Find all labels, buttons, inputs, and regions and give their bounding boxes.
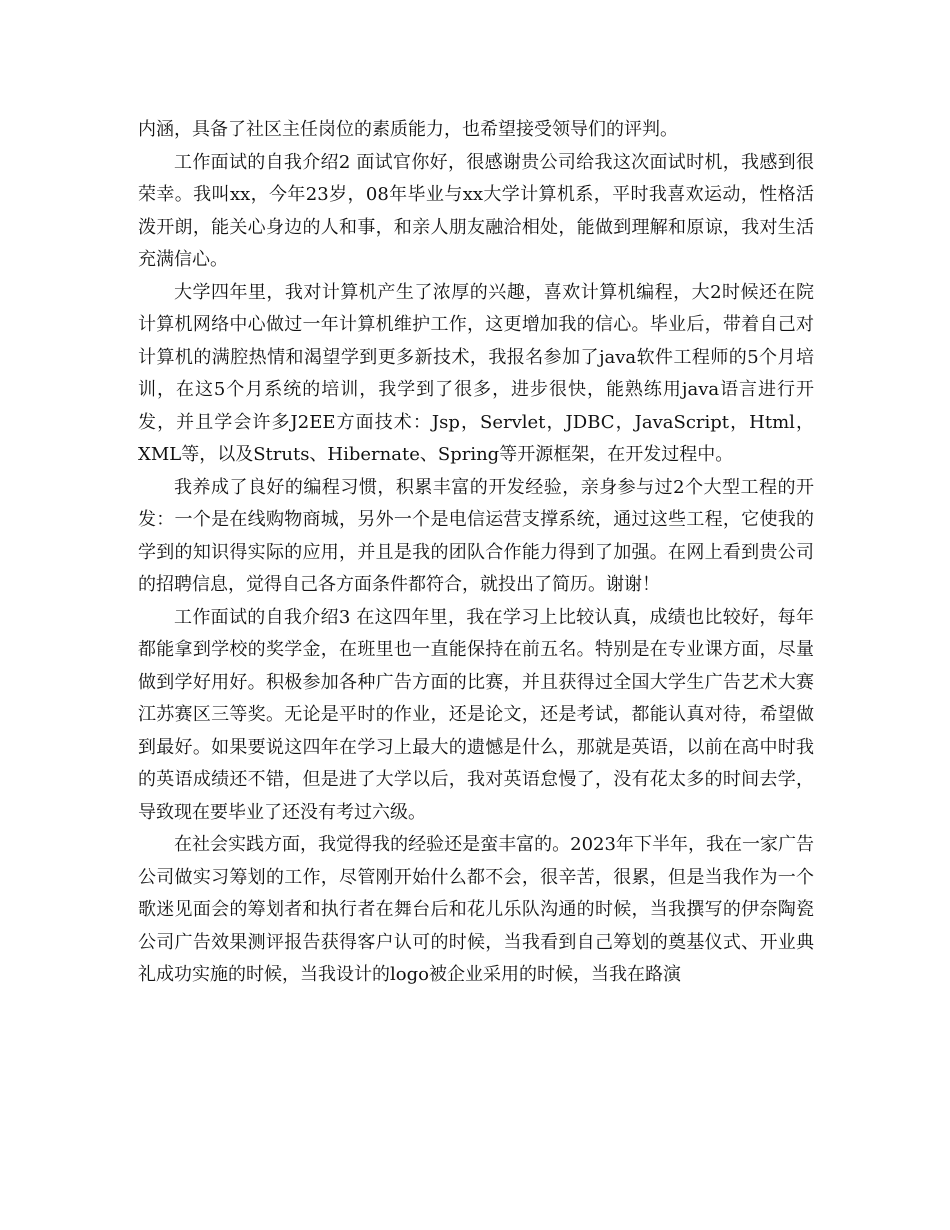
paragraph-programming-habits: 我养成了良好的编程习惯，积累丰富的开发经验，亲身参与过2个大型工程的开发：一个是在线购物商城，另外一个是电信运营支撑系统，通过这些工程，它使我的学到的知识得实际的应用，并且是我的团队合作能力得到了加强。在网上看到贵公司的招聘信息，觉得自己各方面条件都符合，就投出了简历。谢谢！ <box>138 476 814 595</box>
paragraph-social-practice: 在社会实践方面，我觉得我的经验还是蛮丰富的。2023年下半年，我在一家广告公司做实习筹划的工作，尽管刚开始什么都不会，很辛苦，很累，但是当我作为一个歌迷见面会的筹划者和执行者在舞台后和花儿乐队沟通的时候，当我撰写的伊奈陶瓷公司广告效果测评报告获得客户认可的时候，当我看到自己筹划的奠基仪式、开业典礼成功实施的时候，当我设计的logo被企业采用的时候，当我在路演 <box>138 834 814 985</box>
paragraph-university-years: 大学四年里，我对计算机产生了浓厚的兴趣，喜欢计算机编程，大2时候还在院计算机网络中心做过一年计算机维护工作，这更增加我的信心。毕业后，带着自己对计算机的满腔热情和渴望学到更多新技术，我报名参加了java软件工程师的5个月培训，在这5个月系统的培训，我学到了很多，进步很快，能熟练用java语言进行开发，并且学会许多J2EE方面技术：Jsp，Servlet，JDBC，JavaScript，Html，XML等，以及Struts、Hibernate、Spring等开源框架，在开发过程中。 <box>138 281 814 465</box>
paragraph-continuation: 内涵，具备了社区主任岗位的素质能力，也希望接受领导们的评判。 <box>138 119 678 140</box>
document-body <box>138 114 814 992</box>
paragraph-self-intro-3: 工作面试的自我介绍3 在这四年里，我在学习上比较认真，成绩也比较好，每年都能拿到学校的奖学金，在班里也一直能保持在前五名。特别是在专业课方面，尽量做到学好用好。积极参加各种广告方面的比赛，并且获得过全国大学生广告艺术大赛江苏赛区三等奖。无论是平时的作业，还是论文，还是考试，都能认真对待，希望做到最好。如果要说这四年在学习上最大的遗憾是什么，那就是英语，以前在高中时我的英语成绩还不错，但是进了大学以后，我对英语怠慢了，没有花太多的时间去学，导致现在要毕业了还没有考过六级。 <box>138 606 814 823</box>
paragraph-self-intro-2: 工作面试的自我介绍2 面试官你好，很感谢贵公司给我这次面试时机，我感到很荣幸。我叫xx，今年23岁，08年毕业与xx大学计算机系，平时我喜欢运动，性格活泼开朗，能关心身边的人和事，和亲人朋友融洽相处，能做到理解和原谅，我对生活充满信心。 <box>138 151 814 270</box>
